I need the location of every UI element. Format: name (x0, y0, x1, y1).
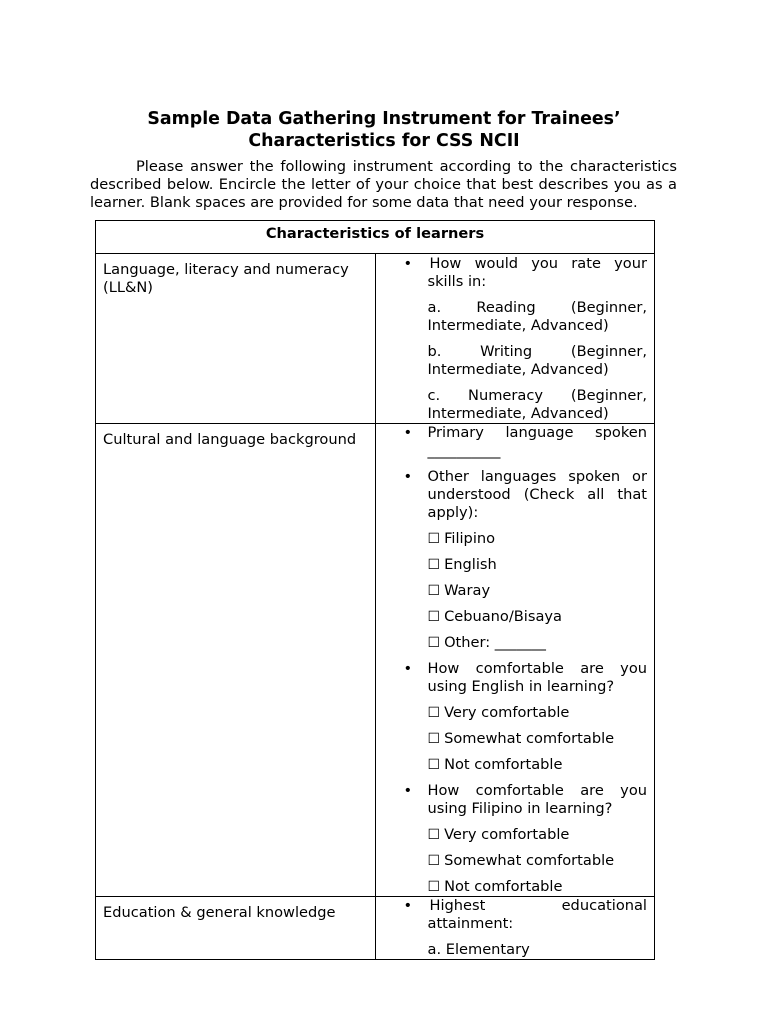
bullet-icon: • (403, 660, 413, 677)
learner-characteristics-table (95, 220, 655, 960)
row-content (375, 254, 655, 424)
checkbox-icon[interactable]: ☐ (427, 853, 441, 869)
table-row (96, 897, 655, 960)
answer-option-numeracy[interactable]: c. Numeracy (Beginner, Intermediate, Advanced) (427, 387, 647, 422)
checkbox-label: Not comfortable (444, 756, 563, 773)
intro-text: Please answer the following instrument according to the characteristics described below. Encircle the letter of your choice that best describes you as a learner. Blank spaces are provided for some data that need your response. (90, 158, 677, 211)
checkbox-option[interactable] (390, 556, 648, 574)
checkbox-icon[interactable]: ☐ (427, 879, 441, 895)
table-header: Characteristics of learners (96, 221, 655, 254)
checkbox-icon[interactable]: ☐ (427, 827, 441, 843)
checkbox-option[interactable] (390, 730, 648, 748)
checkbox-label: Other: _______ (444, 634, 546, 651)
row-content (375, 897, 655, 960)
checkbox-option[interactable] (390, 826, 648, 844)
checkbox-label: Not comfortable (444, 878, 563, 895)
checkbox-icon[interactable]: ☐ (427, 609, 441, 625)
checkbox-label: Somewhat comfortable (444, 852, 615, 869)
bullet-icon: • (403, 468, 413, 485)
checkbox-icon[interactable]: ☐ (427, 531, 441, 547)
list-item (390, 468, 648, 522)
question-text: Highest educational attainment: (427, 897, 647, 932)
question-text: How comfortable are you using English in learning? (427, 660, 647, 695)
checkbox-option[interactable] (390, 582, 648, 600)
checkbox-label: Cebuano/Bisaya (444, 608, 562, 625)
answer-option-elementary[interactable]: a. Elementary (427, 941, 530, 958)
checkbox-icon[interactable]: ☐ (427, 705, 441, 721)
table-row (96, 254, 655, 424)
title-line-1: Sample Data Gathering Instrument for Trainees’ (147, 109, 621, 129)
checkbox-label: Very comfortable (444, 704, 570, 721)
table-row (96, 424, 655, 897)
checkbox-icon[interactable]: ☐ (427, 557, 441, 573)
bullet-icon: • (403, 255, 413, 272)
question-text: How would you rate your skills in: (427, 255, 647, 290)
list-item (390, 424, 648, 460)
list-item (390, 782, 648, 818)
list-item (390, 255, 648, 291)
checkbox-option[interactable] (390, 530, 648, 548)
checkbox-option[interactable] (390, 704, 648, 722)
question-text: Other languages spoken or understood (Check all that apply): (427, 468, 647, 521)
bullet-icon: • (403, 897, 413, 914)
list-item (390, 897, 648, 933)
checkbox-label: Waray (444, 582, 491, 599)
document-title (0, 108, 768, 152)
checkbox-option[interactable] (390, 608, 648, 626)
checkbox-option[interactable] (390, 756, 648, 774)
checkbox-option[interactable] (390, 634, 648, 652)
question-text: Primary language spoken __________ (427, 424, 647, 459)
checkbox-icon[interactable]: ☐ (427, 731, 441, 747)
title-line-2: Characteristics for CSS NCII (248, 131, 520, 151)
list-item (390, 660, 648, 696)
answer-option-writing[interactable]: b. Writing (Beginner, Intermediate, Advanced) (427, 343, 647, 378)
bullet-icon: • (403, 424, 413, 441)
checkbox-option[interactable] (390, 852, 648, 870)
checkbox-option[interactable] (390, 878, 648, 896)
intro-paragraph (90, 158, 677, 212)
bullet-icon: • (403, 782, 413, 799)
checkbox-label: Filipino (444, 530, 496, 547)
checkbox-label: Very comfortable (444, 826, 570, 843)
checkbox-icon[interactable]: ☐ (427, 635, 441, 651)
question-text: How comfortable are you using Filipino in learning? (427, 782, 647, 817)
checkbox-icon[interactable]: ☐ (427, 757, 441, 773)
row-label: Education & general knowledge (96, 897, 376, 960)
row-label: Language, literacy and numeracy (LL&N) (96, 254, 376, 424)
row-content (375, 424, 655, 897)
checkbox-label: Somewhat comfortable (444, 730, 615, 747)
checkbox-label: English (444, 556, 497, 573)
answer-option-reading[interactable]: a. Reading (Beginner, Intermediate, Advanced) (427, 299, 647, 334)
checkbox-icon[interactable]: ☐ (427, 583, 441, 599)
row-label: Cultural and language background (96, 424, 376, 897)
